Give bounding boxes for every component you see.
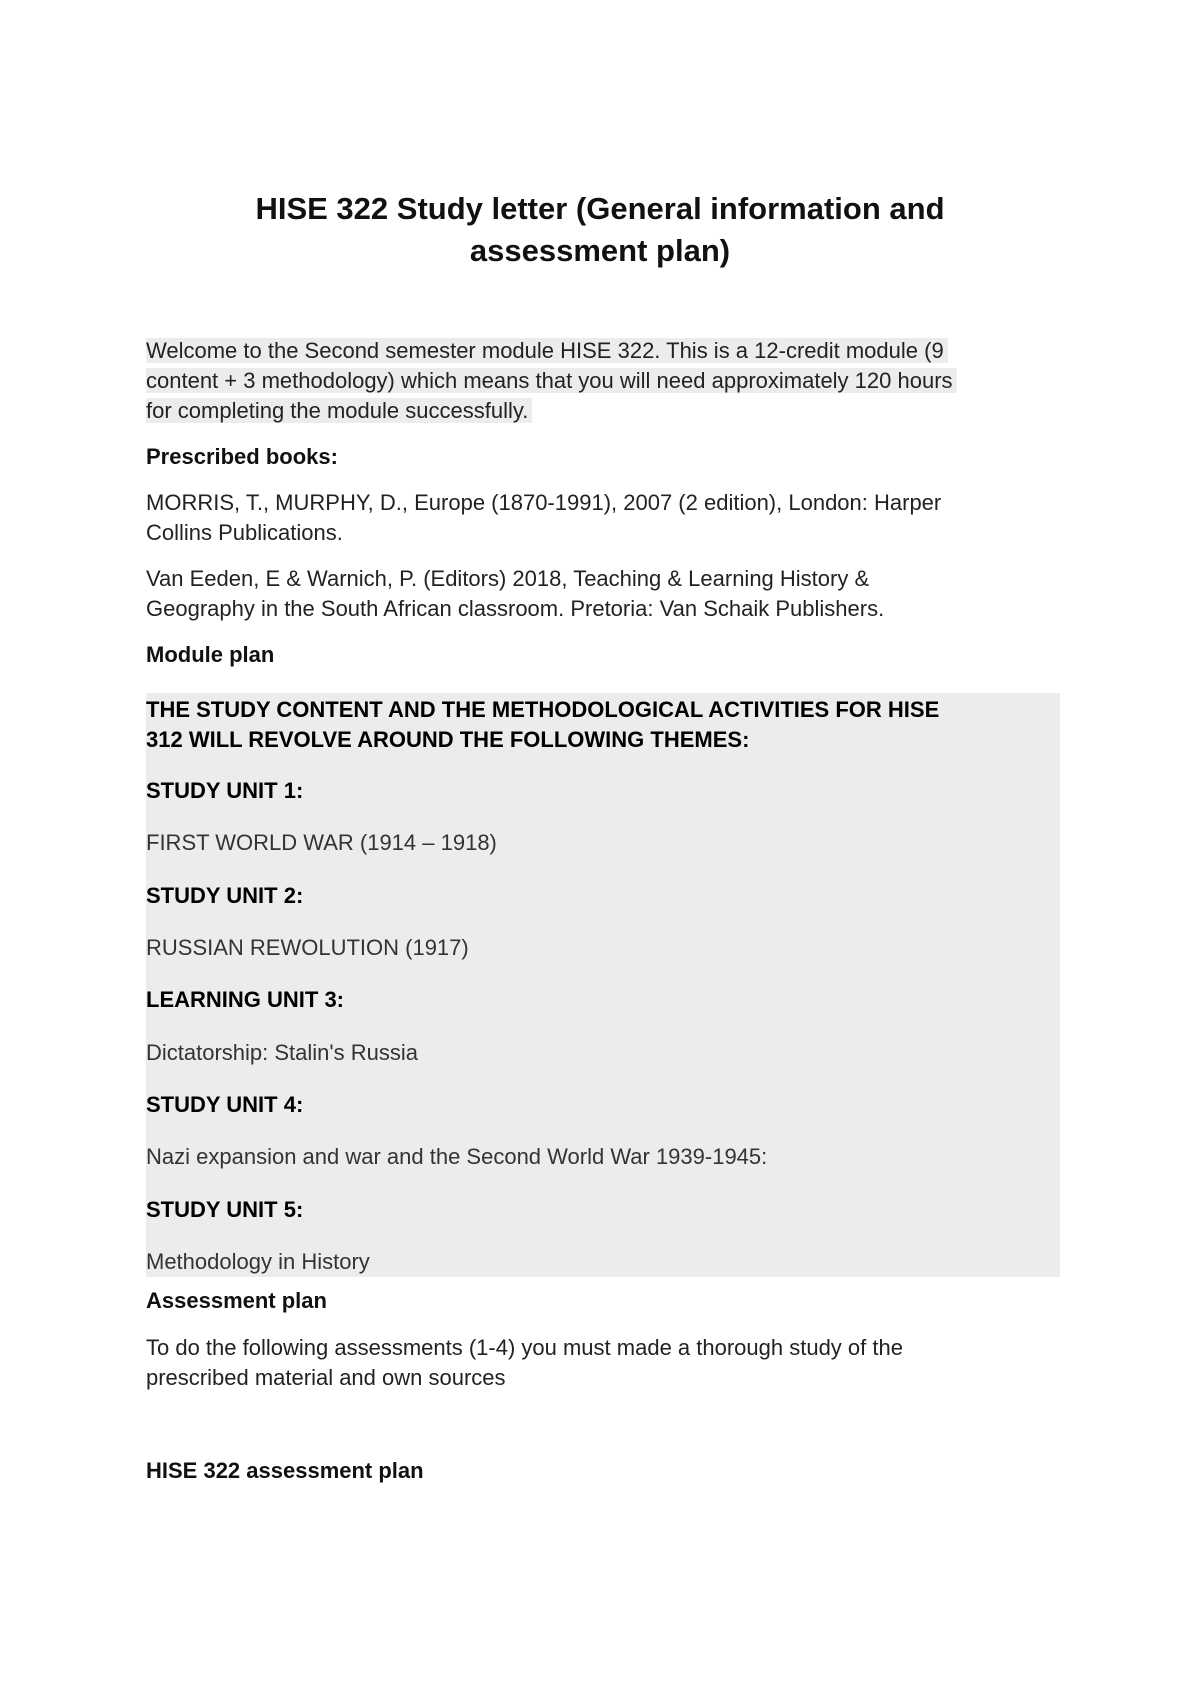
book2-line-2: Geography in the South African classroom. Pretoria: Van Schaik Publishers. [146,596,885,621]
learning-unit-3-title: Dictatorship: Stalin's Russia [146,1040,418,1065]
study-unit-1-title: FIRST WORLD WAR (1914 – 1918) [146,830,497,855]
intro-line-2: content + 3 methodology) which means that you will need approximately 120 hours [146,368,957,393]
assessment-plan-heading: Assessment plan [146,1288,327,1313]
title-line-1: HISE 322 Study letter (General information and [255,191,945,226]
study-unit-4-title: Nazi expansion and war and the Second World War 1939-1945: [146,1144,768,1169]
assessment-paragraph [146,1333,1046,1393]
assessment-line-2: prescribed material and own sources [146,1365,506,1390]
book-reference-1 [146,488,1046,548]
intro-paragraph [146,336,1046,426]
book2-line-1: Van Eeden, E & Warnich, P. (Editors) 2018, Teaching & Learning History & [146,566,870,591]
book1-line-1: MORRIS, T., MURPHY, D., Europe (1870-1991), 2007 (2 edition), London: Harper [146,490,942,515]
themes-line-2: 312 WILL REVOLVE AROUND THE FOLLOWING THEMES: [146,727,750,752]
study-unit-2-heading: STUDY UNIT 2: [146,883,304,908]
study-unit-4-heading: STUDY UNIT 4: [146,1092,304,1117]
study-unit-1-heading: STUDY UNIT 1: [146,778,304,803]
study-unit-5-heading: STUDY UNIT 5: [146,1197,304,1222]
themes-line-1: THE STUDY CONTENT AND THE METHODOLOGICAL ACTIVITIES FOR HISE [146,697,940,722]
prescribed-books-heading: Prescribed books: [146,444,338,469]
study-unit-5-title: Methodology in History [146,1249,370,1274]
learning-unit-3-heading: LEARNING UNIT 3: [146,987,344,1012]
title-line-2: assessment plan) [469,233,731,268]
intro-line-1: Welcome to the Second semester module HISE 322. This is a 12-credit module (9 [146,338,948,363]
document-title [0,188,1200,272]
themes-intro [146,695,1046,755]
intro-line-3: for completing the module successfully. [146,398,532,423]
book1-line-2: Collins Publications. [146,520,343,545]
module-plan-heading: Module plan [146,642,275,667]
study-unit-2-title: RUSSIAN REWOLUTION (1917) [146,935,469,960]
assessment-line-1: To do the following assessments (1-4) you must made a thorough study of the [146,1335,903,1360]
book-reference-2 [146,564,1046,624]
hise-322-assessment-plan-heading: HISE 322 assessment plan [146,1458,424,1483]
